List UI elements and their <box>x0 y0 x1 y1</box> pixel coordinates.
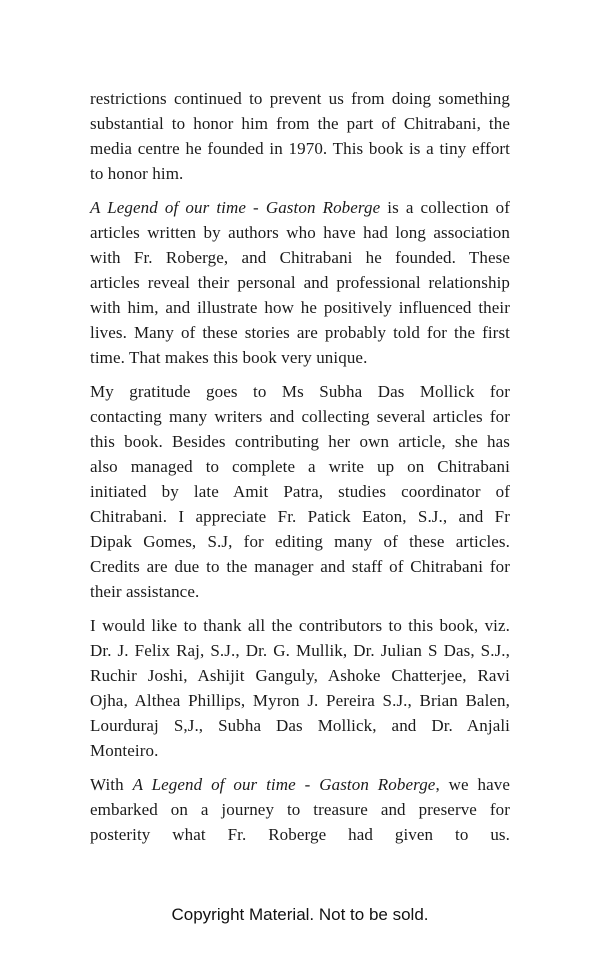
text-run: time. That makes this book very unique. <box>90 348 368 367</box>
text-run: articles reveal their personal and professional relationship <box>90 273 510 292</box>
text-line <box>90 504 510 529</box>
text-line <box>90 688 510 713</box>
text-run: Lourduraj S,J., Subha Das Mollick, and Dr. Anjali <box>90 716 510 735</box>
text-run: I would like to thank all the contributors to this book, viz. <box>90 616 510 635</box>
book-title-italic: A Legend of our time - Gaston Roberge <box>132 775 436 794</box>
copyright-text: Copyright Material. Not to be sold. <box>171 905 429 924</box>
text-run: is a collection of <box>380 198 510 217</box>
paragraph <box>90 86 510 186</box>
text-line <box>90 320 510 345</box>
text-line <box>90 738 510 763</box>
text-line <box>90 220 510 245</box>
text-run: to honor him. <box>90 164 184 183</box>
text-line <box>90 479 510 504</box>
paragraph <box>90 195 510 370</box>
copyright-footer <box>0 902 600 927</box>
text-line <box>90 554 510 579</box>
text-run: Chitrabani. I appreciate Fr. Patick Eaton, S.J., and Fr <box>90 507 510 526</box>
text-run: With <box>90 775 133 794</box>
text-line <box>90 713 510 738</box>
text-line <box>90 404 510 429</box>
text-line <box>90 195 510 220</box>
text-line <box>90 613 510 638</box>
text-line <box>90 772 510 797</box>
text-line <box>90 797 510 822</box>
text-line <box>90 822 510 847</box>
text-run: Dr. J. Felix Raj, S.J., Dr. G. Mullik, Dr. Julian S Das, S.J., <box>90 641 510 660</box>
text-run: their assistance. <box>90 582 200 601</box>
text-run: Dipak Gomes, S.J, for editing many of these articles. <box>90 532 510 551</box>
text-line <box>90 579 510 604</box>
text-run: restrictions continued to prevent us from doing something <box>90 89 510 108</box>
text-line <box>90 245 510 270</box>
text-run: this book. Besides contributing her own article, she has <box>90 432 510 451</box>
text-run: Ruchir Joshi, Ashijit Ganguly, Ashoke Chatterjee, Ravi <box>90 666 510 685</box>
text-run: also managed to complete a write up on Chitrabani <box>90 457 510 476</box>
text-run: embarked on a journey to treasure and preserve for <box>90 800 510 819</box>
paragraph <box>90 613 510 763</box>
text-run: media centre he founded in 1970. This book is a tiny effort <box>90 139 510 158</box>
text-line <box>90 295 510 320</box>
text-run: contacting many writers and collecting several articles for <box>90 407 510 426</box>
text-run: My gratitude goes to Ms Subha Das Mollick for <box>90 382 510 401</box>
text-run: with him, and illustrate how he positively influenced their <box>90 298 510 317</box>
text-line <box>90 136 510 161</box>
text-line <box>90 663 510 688</box>
text-run: lives. Many of these stories are probably told for the first <box>90 323 510 342</box>
paragraph <box>90 379 510 604</box>
text-line <box>90 529 510 554</box>
text-line <box>90 345 510 370</box>
text-run: , we have <box>435 775 510 794</box>
text-line <box>90 86 510 111</box>
text-line <box>90 379 510 404</box>
paragraph <box>90 772 510 847</box>
text-run: posterity what Fr. Roberge had given to us. <box>90 825 510 844</box>
text-line <box>90 429 510 454</box>
text-run: substantial to honor him from the part of Chitrabani, the <box>90 114 510 133</box>
text-line <box>90 454 510 479</box>
text-run: initiated by late Amit Patra, studies coordinator of <box>90 482 510 501</box>
text-line <box>90 270 510 295</box>
text-line <box>90 638 510 663</box>
text-run: Credits are due to the manager and staff of Chitrabani for <box>90 557 510 576</box>
text-run: Monteiro. <box>90 741 159 760</box>
text-line <box>90 161 510 186</box>
text-run: with Fr. Roberge, and Chitrabani he founded. These <box>90 248 510 267</box>
text-run: Ojha, Althea Phillips, Myron J. Pereira S.J., Brian Balen, <box>90 691 510 710</box>
page-body-text <box>90 86 510 847</box>
text-run: articles written by authors who have had long association <box>90 223 510 242</box>
book-title-italic: A Legend of our time - Gaston Roberge <box>90 198 381 217</box>
text-line <box>90 111 510 136</box>
